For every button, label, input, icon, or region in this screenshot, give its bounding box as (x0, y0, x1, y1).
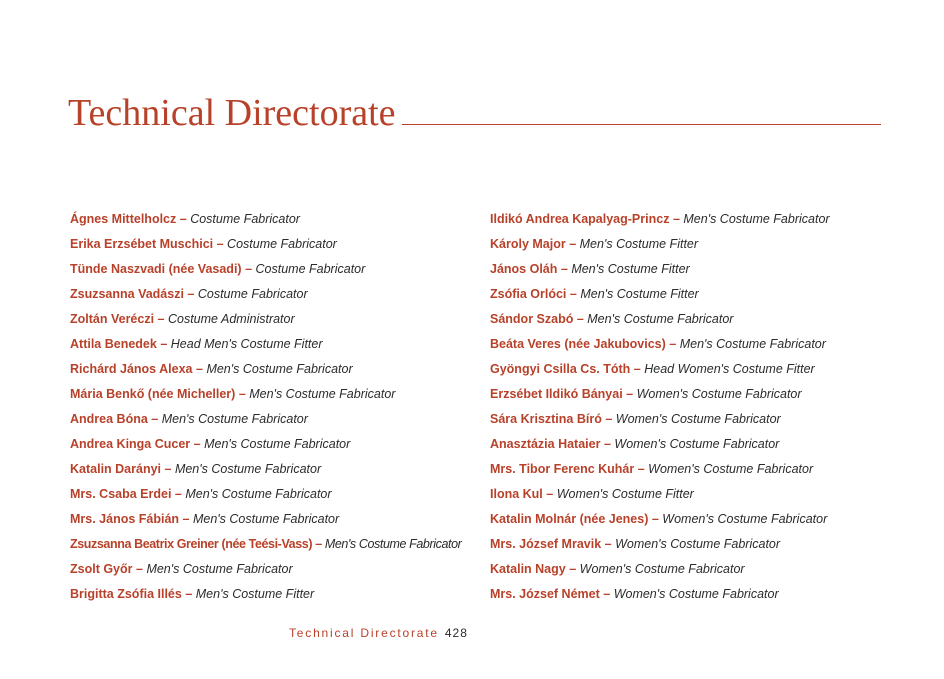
separator-dash: – (569, 237, 577, 251)
staff-entry (70, 510, 470, 535)
staff-role: Women's Costume Fabricator (615, 537, 781, 551)
staff-role: Women's Costume Fabricator (648, 462, 814, 476)
staff-role: Men's Costume Fabricator (185, 487, 332, 501)
staff-name: Sándor Szabó (490, 312, 574, 326)
staff-name: Beáta Veres (née Jakubovics) (490, 337, 666, 351)
separator-dash: – (160, 337, 168, 351)
separator-dash: – (136, 562, 143, 576)
staff-list-right (490, 210, 920, 610)
separator-dash: – (185, 587, 193, 601)
staff-entry (490, 460, 920, 485)
separator-dash: – (245, 262, 253, 276)
separator-dash: – (626, 387, 634, 401)
staff-entry (490, 585, 920, 610)
staff-name: Ilona Kul (490, 487, 543, 501)
staff-name: Tünde Naszvadi (née Vasadi) (70, 262, 242, 276)
staff-name: Andrea Kinga Cucer (70, 437, 191, 451)
staff-name: Ildikó Andrea Kapalyag-Princz (490, 212, 670, 226)
staff-entry (490, 385, 920, 410)
staff-name: Zoltán Veréczi (70, 312, 155, 326)
separator-dash: – (560, 262, 568, 276)
staff-entry (490, 235, 920, 260)
separator-dash: – (569, 562, 577, 576)
separator-dash: – (569, 287, 577, 301)
staff-entry (490, 410, 920, 435)
separator-dash: – (603, 587, 611, 601)
staff-name: Zsuzsanna Vadászi (70, 287, 184, 301)
separator-dash: – (604, 537, 612, 551)
staff-name: Anasztázia Hataier (490, 437, 601, 451)
page-title: Technical Directorate (68, 92, 396, 134)
staff-entry (70, 260, 470, 285)
staff-entry (490, 435, 920, 460)
title-rule (402, 124, 881, 125)
staff-role: Women's Costume Fitter (556, 487, 694, 501)
staff-role: Men's Costume Fabricator (206, 362, 353, 376)
staff-role: Men's Costume Fabricator (683, 212, 830, 226)
staff-name: Zsolt Győr (70, 562, 133, 576)
separator-dash: – (182, 512, 190, 526)
staff-entry (490, 260, 920, 285)
staff-name: Zsófia Orlóci (490, 287, 567, 301)
staff-role: Men's Costume Fabricator (174, 462, 322, 476)
staff-role: Costume Fabricator (197, 287, 308, 301)
staff-role: Women's Costume Fabricator (615, 412, 781, 426)
staff-role: Costume Fabricator (255, 262, 366, 276)
separator-dash: – (603, 437, 611, 451)
staff-role: Head Women's Costume Fitter (644, 362, 815, 376)
staff-entry (490, 335, 920, 360)
staff-entry (70, 560, 470, 585)
staff-entry (490, 360, 920, 385)
separator-dash: – (179, 212, 187, 226)
staff-entry (490, 310, 920, 335)
staff-name: Brigitta Zsófia Illés (70, 587, 182, 601)
staff-entry (490, 560, 920, 585)
separator-dash: – (238, 387, 246, 401)
staff-role: Head Men's Costume Fitter (170, 337, 323, 351)
separator-dash: – (151, 412, 159, 426)
staff-entry (70, 360, 470, 385)
staff-role: Men's Costume Fabricator (249, 387, 396, 401)
staff-entry (490, 535, 920, 560)
title-row (68, 88, 881, 136)
staff-name: Mrs. Csaba Erdei (70, 487, 172, 501)
staff-entry (70, 210, 470, 235)
staff-name: Mrs. Tibor Ferenc Kuhár (490, 462, 635, 476)
staff-entry (70, 460, 470, 485)
separator-dash: – (637, 462, 645, 476)
staff-role: Men's Costume Fabricator (192, 512, 340, 526)
staff-role: Costume Fabricator (190, 212, 300, 226)
page-number: 428 (444, 626, 468, 640)
staff-role: Men's Costume Fitter (571, 262, 690, 276)
staff-role: Men's Costume Fabricator (161, 412, 308, 426)
staff-role: Men's Costume Fabricator (679, 337, 826, 351)
staff-entry (70, 385, 470, 410)
footer-section-label: Technical Directorate (289, 626, 439, 640)
staff-name: Richárd János Alexa (70, 362, 193, 376)
staff-role: Men's Costume Fitter (579, 237, 699, 251)
staff-entry (70, 535, 470, 560)
staff-role: Men's Costume Fitter (195, 587, 315, 601)
staff-role: Men's Costume Fabricator (587, 312, 734, 326)
staff-name: Katalin Nagy (490, 562, 566, 576)
staff-role: Men's Costume Fabricator (146, 562, 293, 576)
staff-entry (490, 210, 920, 235)
staff-role: Men's Costume Fabricator (324, 537, 462, 551)
separator-dash: – (672, 212, 680, 226)
separator-dash: – (633, 362, 641, 376)
staff-entry (490, 285, 920, 310)
separator-dash: – (651, 512, 659, 526)
separator-dash: – (576, 312, 584, 326)
separator-dash: – (605, 412, 613, 426)
staff-name: Attila Benedek (70, 337, 157, 351)
page-footer (289, 626, 468, 640)
staff-entry (490, 510, 920, 535)
staff-list-left (70, 210, 470, 610)
staff-name: Ágnes Mittelholcz (70, 212, 177, 226)
staff-name: Gyöngyi Csilla Cs. Tóth (490, 362, 631, 376)
staff-role: Women's Costume Fabricator (662, 512, 828, 526)
separator-dash: – (187, 287, 195, 301)
staff-name: Erika Erzsébet Muschici (70, 237, 214, 251)
staff-entry (70, 235, 470, 260)
separator-dash: – (193, 437, 201, 451)
staff-entry (70, 435, 470, 460)
staff-role: Men's Costume Fitter (580, 287, 699, 301)
separator-dash: – (174, 487, 182, 501)
separator-dash: – (216, 237, 224, 251)
staff-entry (70, 485, 470, 510)
separator-dash: – (546, 487, 554, 501)
staff-role: Men's Costume Fabricator (204, 437, 351, 451)
separator-dash: – (669, 337, 677, 351)
staff-role: Women's Costume Fabricator (579, 562, 745, 576)
staff-entry (70, 410, 470, 435)
separator-dash: – (157, 312, 165, 326)
staff-role: Women's Costume Fabricator (614, 437, 780, 451)
staff-name: Erzsébet Ildikó Bányai (490, 387, 623, 401)
staff-role: Women's Costume Fabricator (613, 587, 779, 601)
staff-role: Costume Administrator (167, 312, 295, 326)
staff-name: Zsuzsanna Beatrix Greiner (née Teési-Vass) (70, 537, 313, 551)
staff-role: Women's Costume Fabricator (636, 387, 802, 401)
separator-dash: – (315, 537, 322, 551)
staff-role: Costume Fabricator (227, 237, 337, 251)
staff-entry (70, 285, 470, 310)
staff-name: János Oláh (490, 262, 558, 276)
staff-entry (70, 310, 470, 335)
staff-name: Katalin Molnár (née Jenes) (490, 512, 649, 526)
staff-name: Mária Benkő (née Micheller) (70, 387, 236, 401)
staff-name: Andrea Bóna (70, 412, 148, 426)
staff-name: Mrs. József Mravik (490, 537, 602, 551)
staff-entry (70, 585, 470, 610)
separator-dash: – (164, 462, 172, 476)
staff-entry (490, 485, 920, 510)
staff-name: Károly Major (490, 237, 566, 251)
staff-name: Sára Krisztina Bíró (490, 412, 602, 426)
staff-name: Mrs. József Német (490, 587, 600, 601)
staff-entry (70, 335, 470, 360)
staff-name: Katalin Darányi (70, 462, 162, 476)
separator-dash: – (196, 362, 203, 376)
staff-name: Mrs. János Fábián (70, 512, 180, 526)
